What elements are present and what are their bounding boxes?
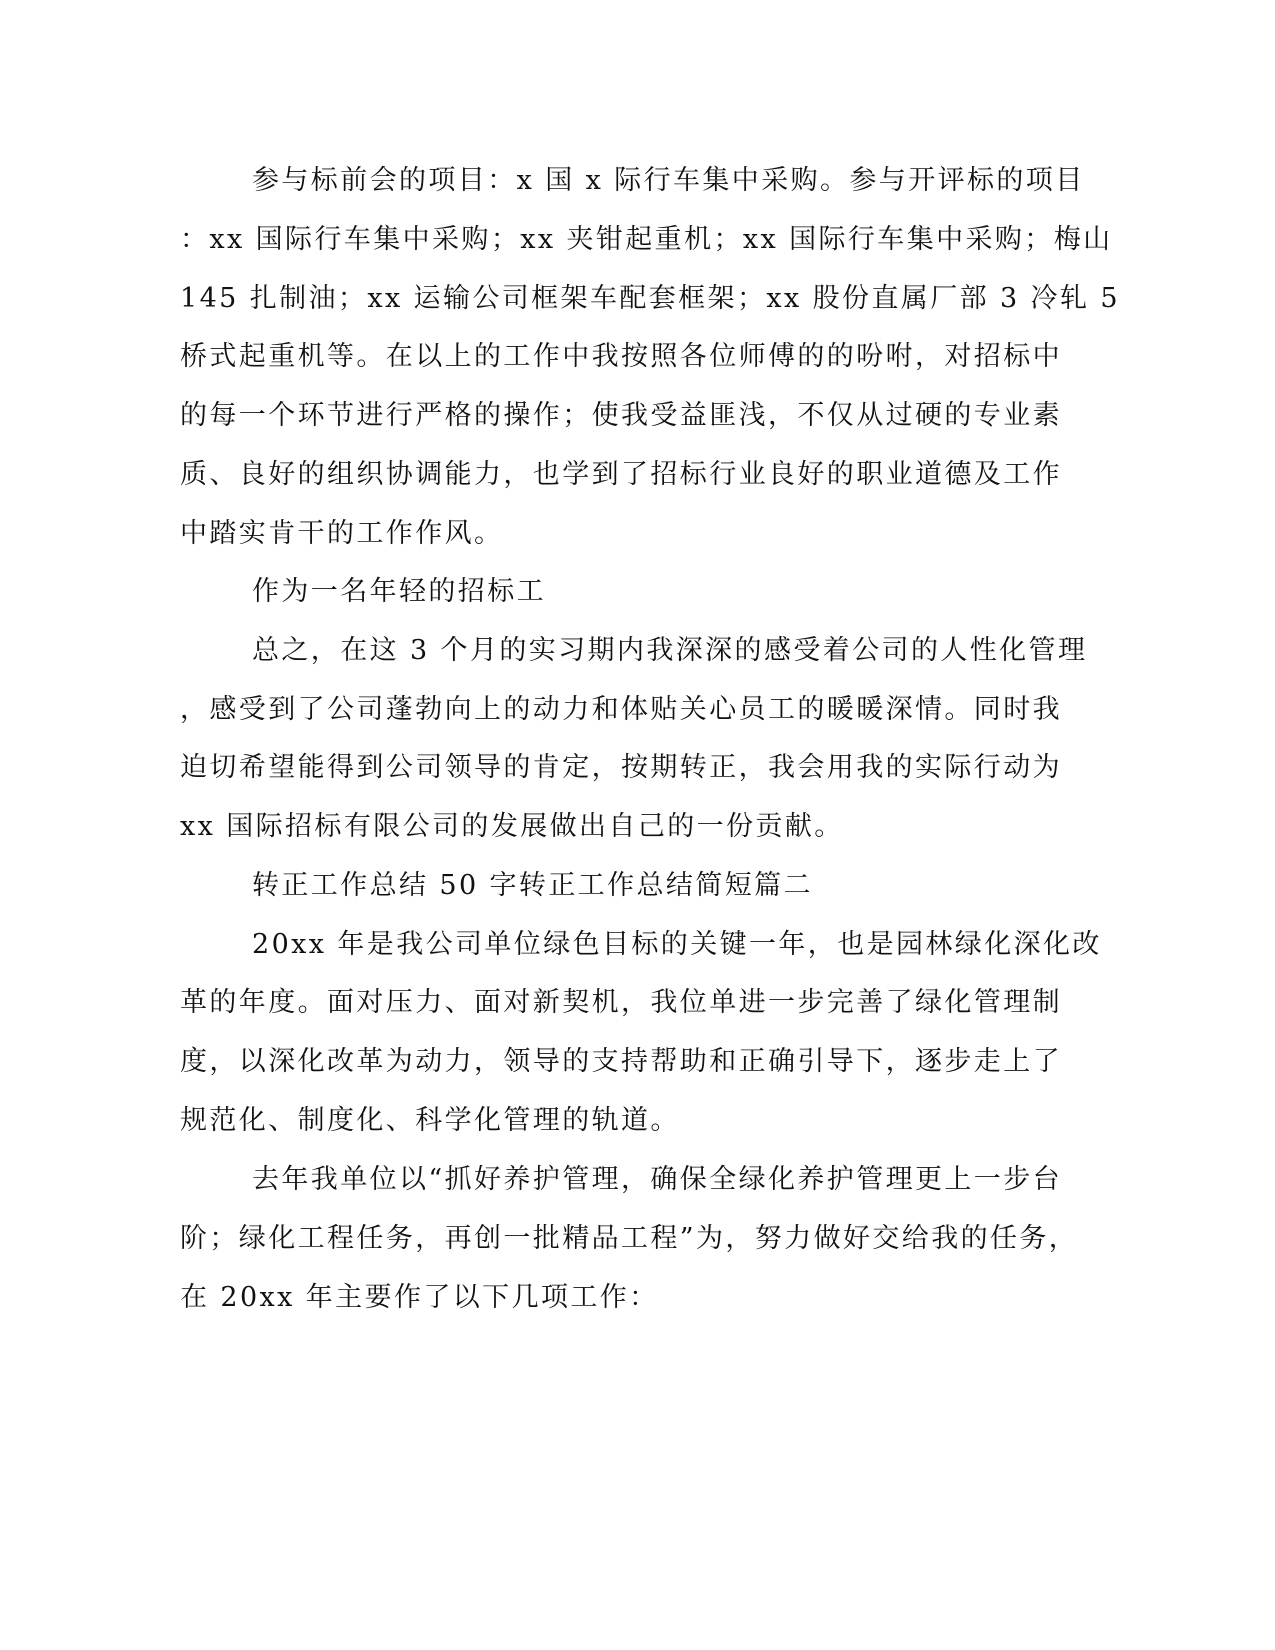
paragraph-2-line-1: 作为一名年轻的招标工 bbox=[252, 576, 546, 607]
paragraph-1-line-7: 中踏实肯干的工作作风。 bbox=[180, 518, 504, 549]
paragraph-6-line-2: 阶；绿化工程任务，再创一批精品工程”为，努力做好交给我的任务， bbox=[180, 1223, 1079, 1254]
paragraph-3-line-4: xx 国际招标有限公司的发展做出自己的一份贡献。 bbox=[180, 811, 844, 842]
paragraph-3-line-3: 迫切希望能得到公司领导的肯定，按期转正，我会用我的实际行动为 bbox=[180, 752, 1062, 783]
paragraph-1-line-2: ：xx 国际行车集中采购；xx 夹钳起重机；xx 国际行车集中采购；梅山 bbox=[180, 224, 1113, 255]
paragraph-6-line-3: 在 20xx 年主要作了以下几项工作： bbox=[180, 1282, 659, 1313]
paragraph-1-line-5: 的每一个环节进行严格的操作；使我受益匪浅，不仅从过硬的专业素 bbox=[180, 400, 1062, 431]
paragraph-3-line-1: 总之，在这 3 个月的实习期内我深深的感受着公司的人性化管理 bbox=[252, 635, 1088, 666]
paragraph-4-line-1: 转正工作总结 50 字转正工作总结简短篇二 bbox=[252, 870, 813, 901]
paragraph-5-line-4: 规范化、制度化、科学化管理的轨道。 bbox=[180, 1105, 680, 1136]
paragraph-5-line-2: 革的年度。面对压力、面对新契机，我位单进一步完善了绿化管理制 bbox=[180, 987, 1062, 1018]
paragraph-1-line-6: 质、良好的组织协调能力，也学到了招标行业良好的职业道德及工作 bbox=[180, 459, 1062, 490]
paragraph-5-line-1: 20xx 年是我公司单位绿色目标的关键一年，也是园林绿化深化改 bbox=[252, 929, 1102, 960]
paragraph-1-line-4: 桥式起重机等。在以上的工作中我按照各位师傅的的吩咐，对招标中 bbox=[180, 341, 1062, 372]
paragraph-1-line-3: 145 扎制油；xx 运输公司框架车配套框架；xx 股份直属厂部 3 冷轧 5 bbox=[180, 283, 1120, 314]
paragraph-3-line-2: ，感受到了公司蓬勃向上的动力和体贴关心员工的暖暖深情。同时我 bbox=[180, 694, 1062, 725]
paragraph-6-line-1: 去年我单位以“抓好养护管理，确保全绿化养护管理更上一步台 bbox=[252, 1164, 1063, 1195]
paragraph-1-line-1: 参与标前会的项目：x 国 x 际行车集中采购。参与开评标的项目 bbox=[252, 165, 1085, 196]
paragraph-5-line-3: 度，以深化改革为动力，领导的支持帮助和正确引导下，逐步走上了 bbox=[180, 1046, 1062, 1077]
